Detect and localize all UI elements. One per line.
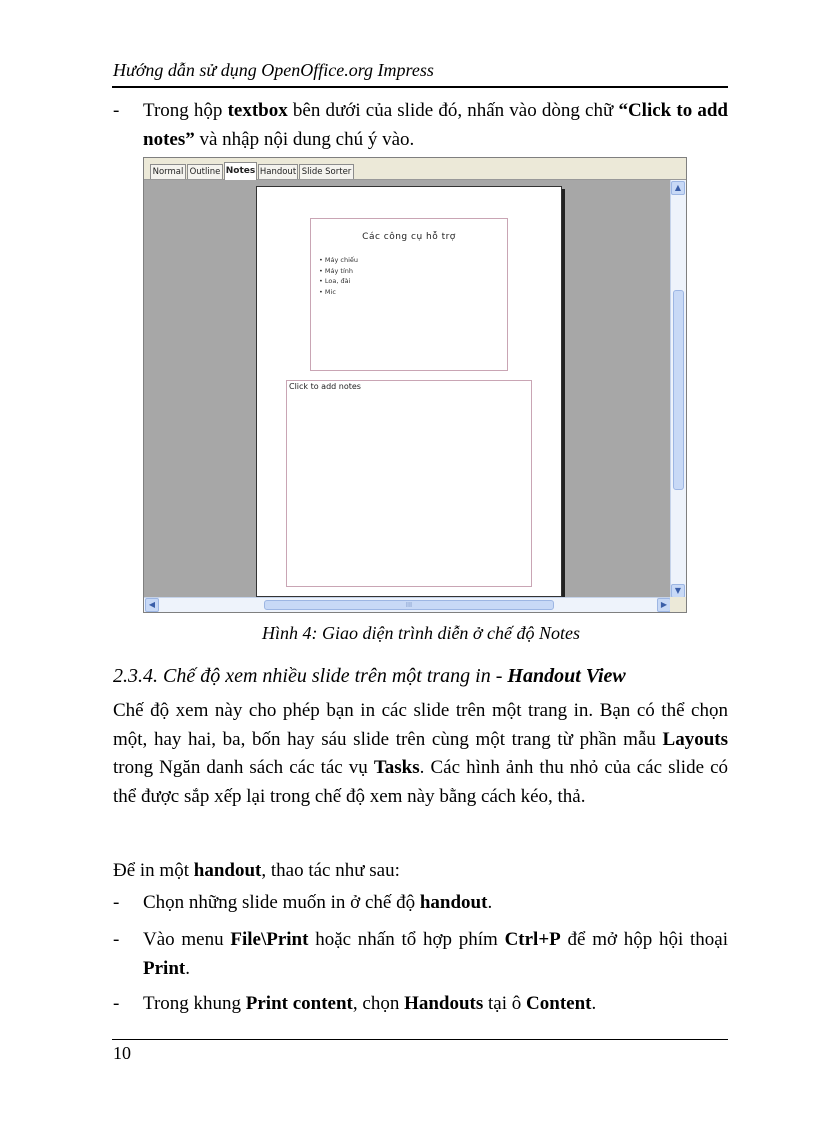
horizontal-scrollbar[interactable] bbox=[144, 597, 672, 612]
bold-run: File\Print bbox=[230, 929, 309, 950]
tab-handout[interactable]: Handout bbox=[258, 164, 298, 179]
bold-run: “Click to add notes” bbox=[143, 100, 729, 150]
vertical-scrollbar[interactable] bbox=[670, 180, 686, 599]
impress-notes-screenshot bbox=[143, 157, 687, 613]
slide-item: • Máy tính bbox=[319, 266, 358, 277]
scroll-right-icon[interactable]: ▶ bbox=[657, 598, 671, 612]
text-run: tại ô bbox=[483, 993, 527, 1014]
scrollbar-corner bbox=[670, 597, 686, 612]
tab-normal[interactable]: Normal bbox=[150, 164, 186, 179]
text-run: và nhập nội dung chú ý vào. bbox=[194, 128, 415, 150]
tab-slide-sorter[interactable]: Slide Sorter bbox=[299, 164, 354, 179]
text-run: trong Ngăn danh sách các tác vụ bbox=[113, 757, 374, 778]
bullet-text bbox=[143, 97, 728, 154]
view-tab-bar bbox=[144, 158, 686, 180]
section-heading bbox=[113, 665, 626, 688]
bold-run: Print bbox=[143, 957, 186, 979]
bold-run: Print content bbox=[245, 993, 353, 1014]
bullet-dash: - bbox=[113, 929, 120, 950]
scroll-up-icon[interactable]: ▲ bbox=[671, 181, 685, 195]
text-run: Vào menu bbox=[143, 929, 231, 950]
slide-item: • Loa, đài bbox=[319, 276, 358, 287]
text-run: . Các hình ảnh thu nhỏ của các slide có thể được sắp xếp lại trong chế độ xem này bằng cách kéo, thả. bbox=[113, 757, 728, 807]
slide-item: • Mic bbox=[319, 287, 358, 298]
text-run: hoặc nhấn tổ hợp phím bbox=[308, 929, 505, 950]
notes-placeholder: Click to add notes bbox=[289, 382, 361, 391]
vertical-scroll-thumb[interactable] bbox=[673, 290, 684, 490]
bullet-open-print bbox=[113, 926, 728, 983]
bullet-text bbox=[143, 926, 728, 983]
text-run: để mở hộp hội thoại bbox=[560, 929, 729, 950]
text-run: Trong khung bbox=[143, 993, 246, 1014]
horizontal-scroll-thumb[interactable]: III bbox=[264, 600, 554, 610]
intro-bullet bbox=[113, 97, 728, 154]
notes-textbox[interactable] bbox=[286, 380, 532, 587]
slide-thumbnail[interactable] bbox=[310, 218, 508, 371]
bold-run: textbox bbox=[227, 100, 288, 121]
figure-caption: Hình 4: Giao diện trình diễn ở chế độ Notes bbox=[261, 623, 581, 643]
tab-outline[interactable]: Outline bbox=[187, 164, 223, 179]
bullet-select-slides bbox=[113, 889, 728, 918]
section-name: Handout View bbox=[507, 665, 626, 687]
slide-bullet-list bbox=[319, 255, 358, 297]
bold-run: Content bbox=[526, 993, 592, 1014]
bold-run: Tasks bbox=[373, 757, 420, 778]
notes-page bbox=[256, 186, 562, 597]
bullet-dash: - bbox=[113, 100, 120, 121]
text-run: , thao tác như sau: bbox=[261, 860, 400, 881]
tab-notes[interactable]: Notes bbox=[224, 162, 257, 180]
footer-rule bbox=[112, 1039, 728, 1040]
bullet-text bbox=[143, 889, 728, 918]
bold-run: Ctrl+P bbox=[504, 929, 561, 950]
text-run: . bbox=[591, 993, 597, 1014]
text-run: . bbox=[185, 957, 190, 979]
bold-run: handout bbox=[193, 860, 262, 881]
text-run: Chọn những slide muốn in ở chế độ bbox=[143, 892, 420, 913]
page-number: 10 bbox=[113, 1043, 131, 1063]
scroll-down-icon[interactable]: ▼ bbox=[671, 584, 685, 598]
paragraph-handout-intro bbox=[113, 697, 728, 811]
text-run: . bbox=[487, 892, 493, 913]
bullet-dash: - bbox=[113, 892, 120, 913]
bold-run: handout bbox=[419, 892, 488, 913]
bullet-print-content bbox=[113, 990, 728, 1019]
bold-run: Handouts bbox=[404, 993, 484, 1014]
section-number: 2.3.4. Chế độ xem nhiều slide trên một trang in - bbox=[113, 665, 508, 687]
scroll-left-icon[interactable]: ◀ bbox=[145, 598, 159, 612]
text-run: Trong hộp bbox=[143, 100, 228, 121]
bullet-dash: - bbox=[113, 993, 120, 1014]
header-rule bbox=[112, 86, 728, 88]
running-header: Hướng dẫn sử dụng OpenOffice.org Impress bbox=[113, 60, 434, 80]
slide-item: • Máy chiếu bbox=[319, 255, 358, 266]
paragraph-print-handout bbox=[113, 857, 728, 886]
bold-run: Layouts bbox=[662, 728, 728, 750]
text-run: Chế độ xem này cho phép bạn in các slide trên một trang in. Bạn có thể chọn một, hay hai, ba, bốn hay sáu slide trên cùng một trang từ phần mẫu bbox=[113, 700, 728, 750]
slide-title: Các công cụ hỗ trợ bbox=[362, 232, 456, 242]
text-run: , chọn bbox=[352, 993, 405, 1014]
text-run: bên dưới của slide đó, nhấn vào dòng chữ bbox=[287, 100, 619, 121]
bullet-text bbox=[143, 990, 728, 1019]
text-run: Để in một bbox=[113, 860, 194, 881]
